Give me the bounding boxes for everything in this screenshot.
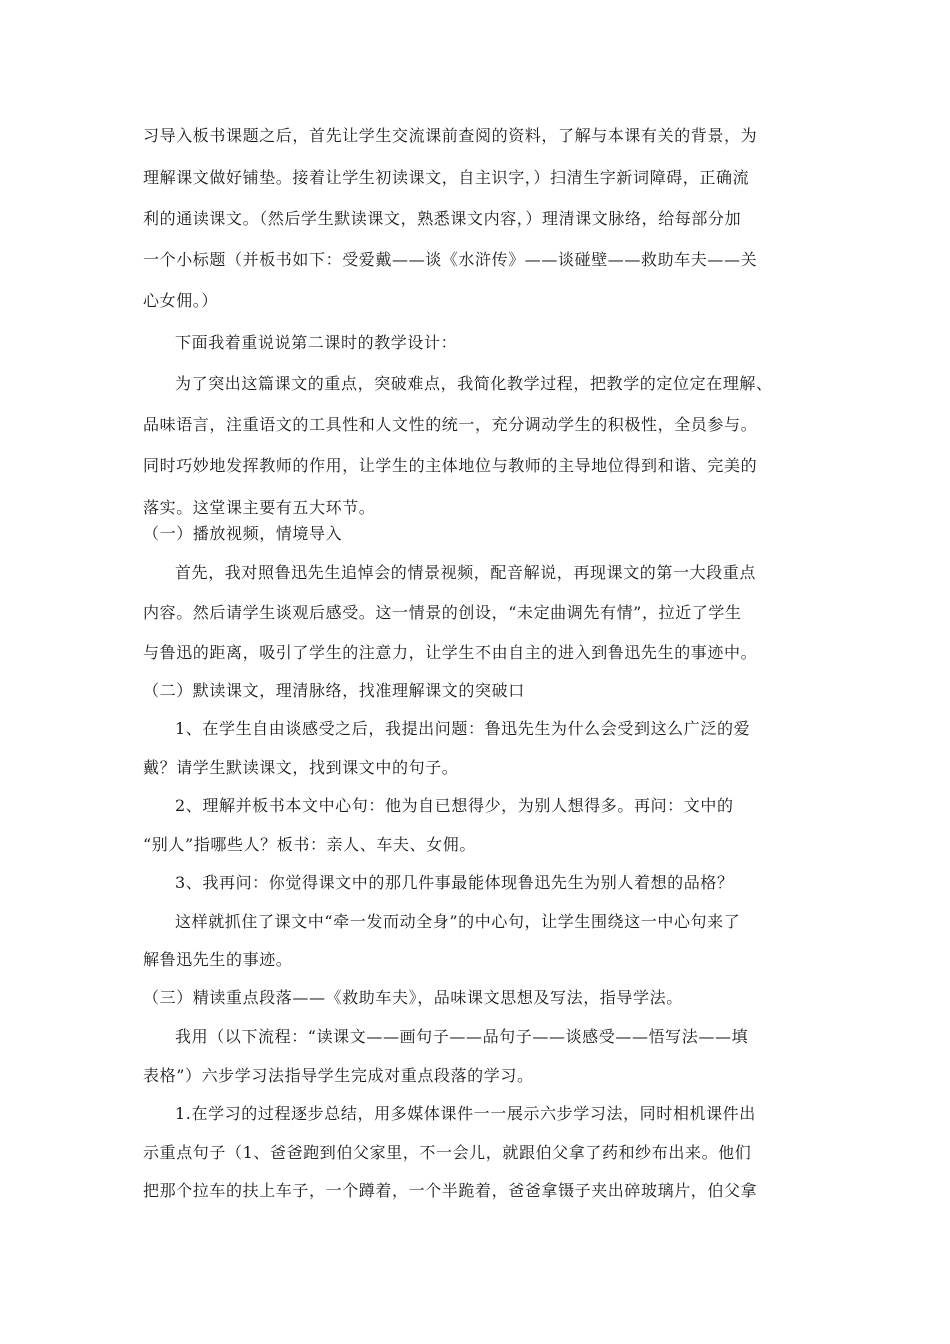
section-heading: （一）播放视频，情境导入	[143, 524, 343, 543]
paragraph-line: 同时巧妙地发挥教师的作用，让学生的主体地位与教师的主导地位得到和谐、完美的	[143, 456, 758, 475]
paragraph-line: 把那个拉车的扶上车子，一个蹲着，一个半跪着，爸爸拿镊子夹出碎玻璃片，伯父拿	[143, 1181, 758, 1200]
paragraph-line: 2、理解并板书本文中心句：他为自已想得少，为别人想得多。再问：文中的	[175, 796, 734, 815]
paragraph-line: 利的通读课文。（然后学生默读课文，熟悉课文内容，）理清课文脉络，给每部分加	[143, 209, 742, 228]
paragraph-line: 1、在学生自由谈感受之后，我提出问题：鲁迅先生为什么会受到这么广泛的爱	[175, 719, 751, 738]
paragraph-line: 解鲁迅先生的事迹。	[143, 950, 293, 969]
paragraph-line: 这样就抓住了课文中“牵一发而动全身”的中心句，让学生围绕这一中心句来了	[175, 912, 741, 931]
paragraph-line: 示重点句子（1、爸爸跑到伯父家里，不一会儿，就跟伯父拿了药和纱布出来。他们	[143, 1143, 752, 1162]
section-heading: （二）默读课文，理清脉络，找准理解课文的突破口	[143, 681, 525, 700]
paragraph-line: 理解课文做好铺垫。接着让学生初读课文，自主识字，）扫清生字新词障碍，正确流	[143, 168, 750, 187]
paragraph-line: 1.在学习的过程逐步总结，用多媒体课件一一展示六步学习法，同时相机课件出	[175, 1104, 756, 1123]
section-heading: （三）精读重点段落——《救助车夫》，品味课文思想及写法，指导学法。	[143, 988, 683, 1007]
paragraph-line: 下面我着重说说第二课时的教学设计：	[175, 333, 458, 352]
paragraph-line: 品味语言，注重语文的工具性和人文性的统一，充分调动学生的积极性，全员参与。	[143, 415, 758, 434]
paragraph-line: 落实。这堂课主要有五大环节。	[143, 498, 376, 517]
paragraph-line: 心女佣。）	[143, 291, 219, 310]
paragraph-line: 3、我再问：你觉得课文中的那几件事最能体现鲁迅先生为别人着想的品格？	[175, 873, 734, 892]
paragraph-line: 习导入板书课题之后，首先让学生交流课前查阅的资料，了解与本课有关的背景，为	[143, 126, 758, 145]
paragraph-line: 戴？请学生默读课文，找到课文中的句子。	[143, 758, 459, 777]
paragraph-line: 为了突出这篇课文的重点，突破难点，我简化教学过程，把教学的定位定在理解、	[175, 374, 773, 393]
paragraph-line: 内容。然后请学生谈观后感受。这一情景的创设，“未定曲调先有情”，拉近了学生	[143, 603, 742, 622]
paragraph-line: 首先，我对照鲁迅先生追悼会的情景视频，配音解说，再现课文的第一大段重点	[175, 563, 757, 582]
paragraph-line: 与鲁迅的距离，吸引了学生的注意力，让学生不由自主的进入到鲁迅先生的事迹中。	[143, 643, 758, 662]
paragraph-line: 我用（以下流程：“读课文——画句子——品句子——谈感受——悟写法——填	[175, 1027, 749, 1046]
paragraph-line: 表格”）六步学习法指导学生完成对重点段落的学习。	[143, 1066, 534, 1085]
paragraph-line: “别人”指哪些人？板书：亲人、车夫、女佣。	[143, 835, 476, 854]
paragraph-line: 一个小标题（并板书如下：受爱戴——谈《水浒传》——谈碰壁——救助车夫——关	[143, 250, 758, 269]
